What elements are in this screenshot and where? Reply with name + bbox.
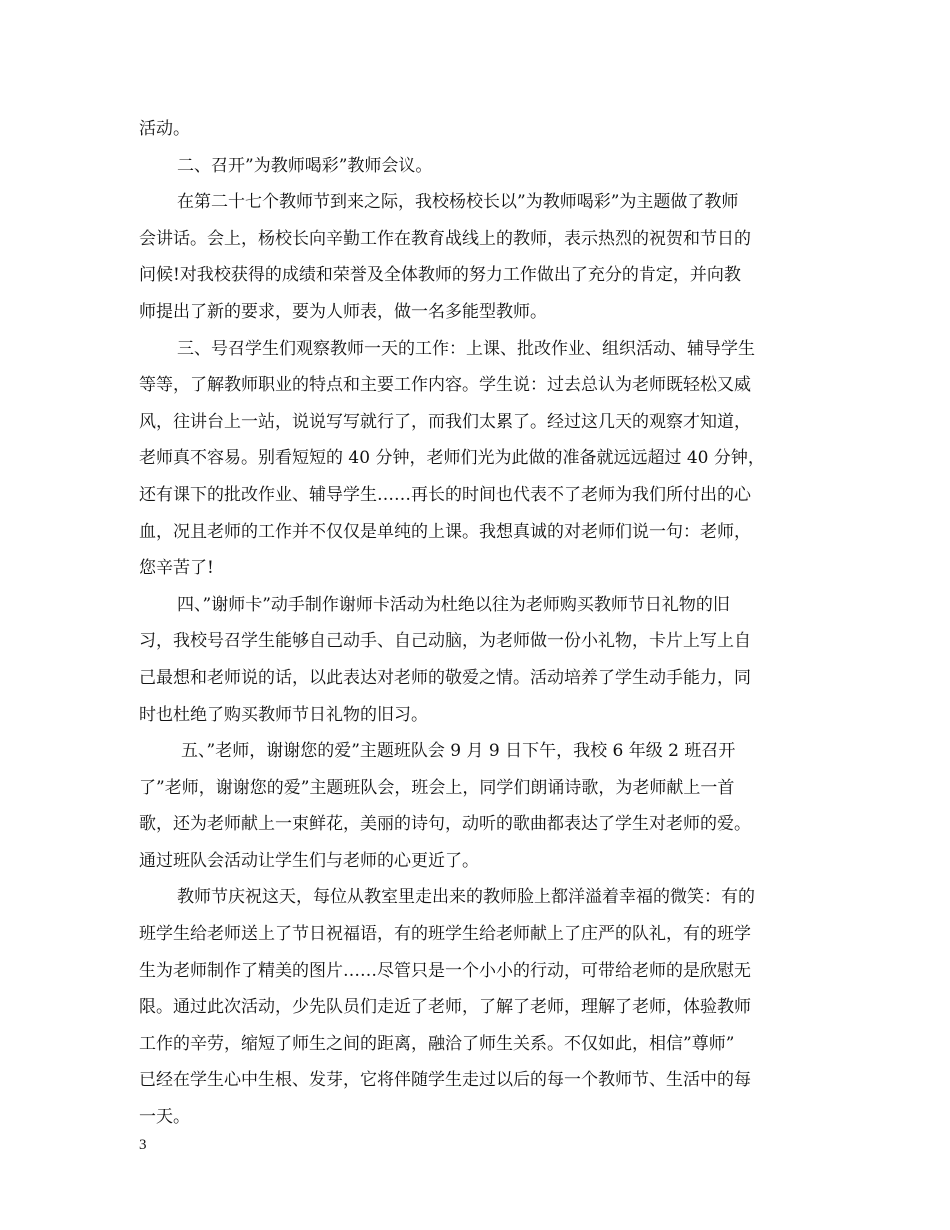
paragraph-line: 您辛苦了!	[139, 558, 214, 579]
paragraph-line: 班学生给老师送上了节日祝福语，有的班学生给老师献上了庄严的队礼，有的班学	[139, 924, 751, 945]
paragraph-line: 在第二十七个教师节到来之际，我校杨校长以”为教师喝彩”为主题做了教师	[177, 192, 739, 213]
page-number: 3	[139, 1137, 147, 1153]
section-heading-4: 四、”谢师卡”动手制作谢师卡活动为杜绝以往为老师购买教师节日礼物的旧	[177, 594, 730, 615]
paragraph-line: 血，况且老师的工作并不仅仅是单纯的上课。我想真诚的对老师们说一句：老师，	[139, 521, 751, 542]
paragraph-line: 老师真不容易。别看短短的 40 分钟，老师们光为此做的准备就远远超过 40 分钟，	[139, 448, 765, 469]
paragraph-line: 生为老师制作了精美的图片……尽管只是一个小小的行动，可带给老师的是欣慰无	[139, 960, 751, 981]
paragraph-line: 师提出了新的要求，要为人师表，做一名多能型教师。	[139, 301, 547, 322]
paragraph-line: 习，我校号召学生能够自己动手、自己动脑，为老师做一份小礼物，卡片上写上自	[139, 631, 751, 652]
paragraph-line: 问候!对我校获得的成绩和荣誉及全体教师的努力工作做出了充分的肯定，并向教	[139, 265, 741, 286]
paragraph-line: 限。通过此次活动，少先队员们走近了老师，了解了老师，理解了老师，体验教师	[139, 997, 751, 1018]
paragraph-line: 时也杜绝了购买教师节日礼物的旧习。	[139, 704, 428, 725]
section-heading-3: 三、号召学生们观察教师一天的工作：上课、批改作业、组织活动、辅导学生	[177, 338, 755, 359]
paragraph-line: 等等，了解教师职业的特点和主要工作内容。学生说：过去总认为老师既轻松又威	[139, 375, 751, 396]
paragraph-line: 工作的辛劳，缩短了师生之间的距离，融洽了师生关系。不仅如此，相信”尊师”	[139, 1033, 735, 1054]
paragraph-line: 教师节庆祝这天，每位从教室里走出来的教师脸上都洋溢着幸福的微笑：有的	[177, 887, 755, 908]
paragraph-line: 了”老师，谢谢您的爱”主题班队会，班会上，同学们朗诵诗歌，为老师献上一首	[139, 777, 735, 798]
paragraph-line: 一天。	[139, 1107, 190, 1128]
document-body	[139, 111, 811, 1136]
paragraph-line: 己最想和老师说的话，以此表达对老师的敬爱之情。活动培养了学生动手能力，同	[139, 667, 751, 688]
paragraph-line: 歌，还为老师献上一束鲜花，美丽的诗句，动听的歌曲都表达了学生对老师的爱。	[139, 814, 751, 835]
section-heading-2: 二、召开”为教师喝彩”教师会议。	[177, 155, 433, 176]
section-heading-5: 五、”老师，谢谢您的爱”主题班队会 9 月 9 日下午，我校 6 年级 2 班召开	[181, 741, 736, 762]
paragraph-line: 风，往讲台上一站，说说写写就行了，而我们太累了。经过这几天的观察才知道，	[139, 411, 751, 432]
paragraph-line: 活动。	[139, 119, 190, 139]
paragraph-line: 还有课下的批改作业、辅导学生……再长的时间也代表不了老师为我们所付出的心	[139, 484, 751, 505]
paragraph-line: 已经在学生心中生根、发芽，它将伴随学生走过以后的每一个教师节、生活中的每	[139, 1070, 751, 1091]
paragraph-line: 通过班队会活动让学生们与老师的心更近了。	[139, 850, 479, 871]
paragraph-line: 会讲话。会上，杨校长向辛勤工作在教育战线上的教师，表示热烈的祝贺和节日的	[139, 228, 751, 249]
